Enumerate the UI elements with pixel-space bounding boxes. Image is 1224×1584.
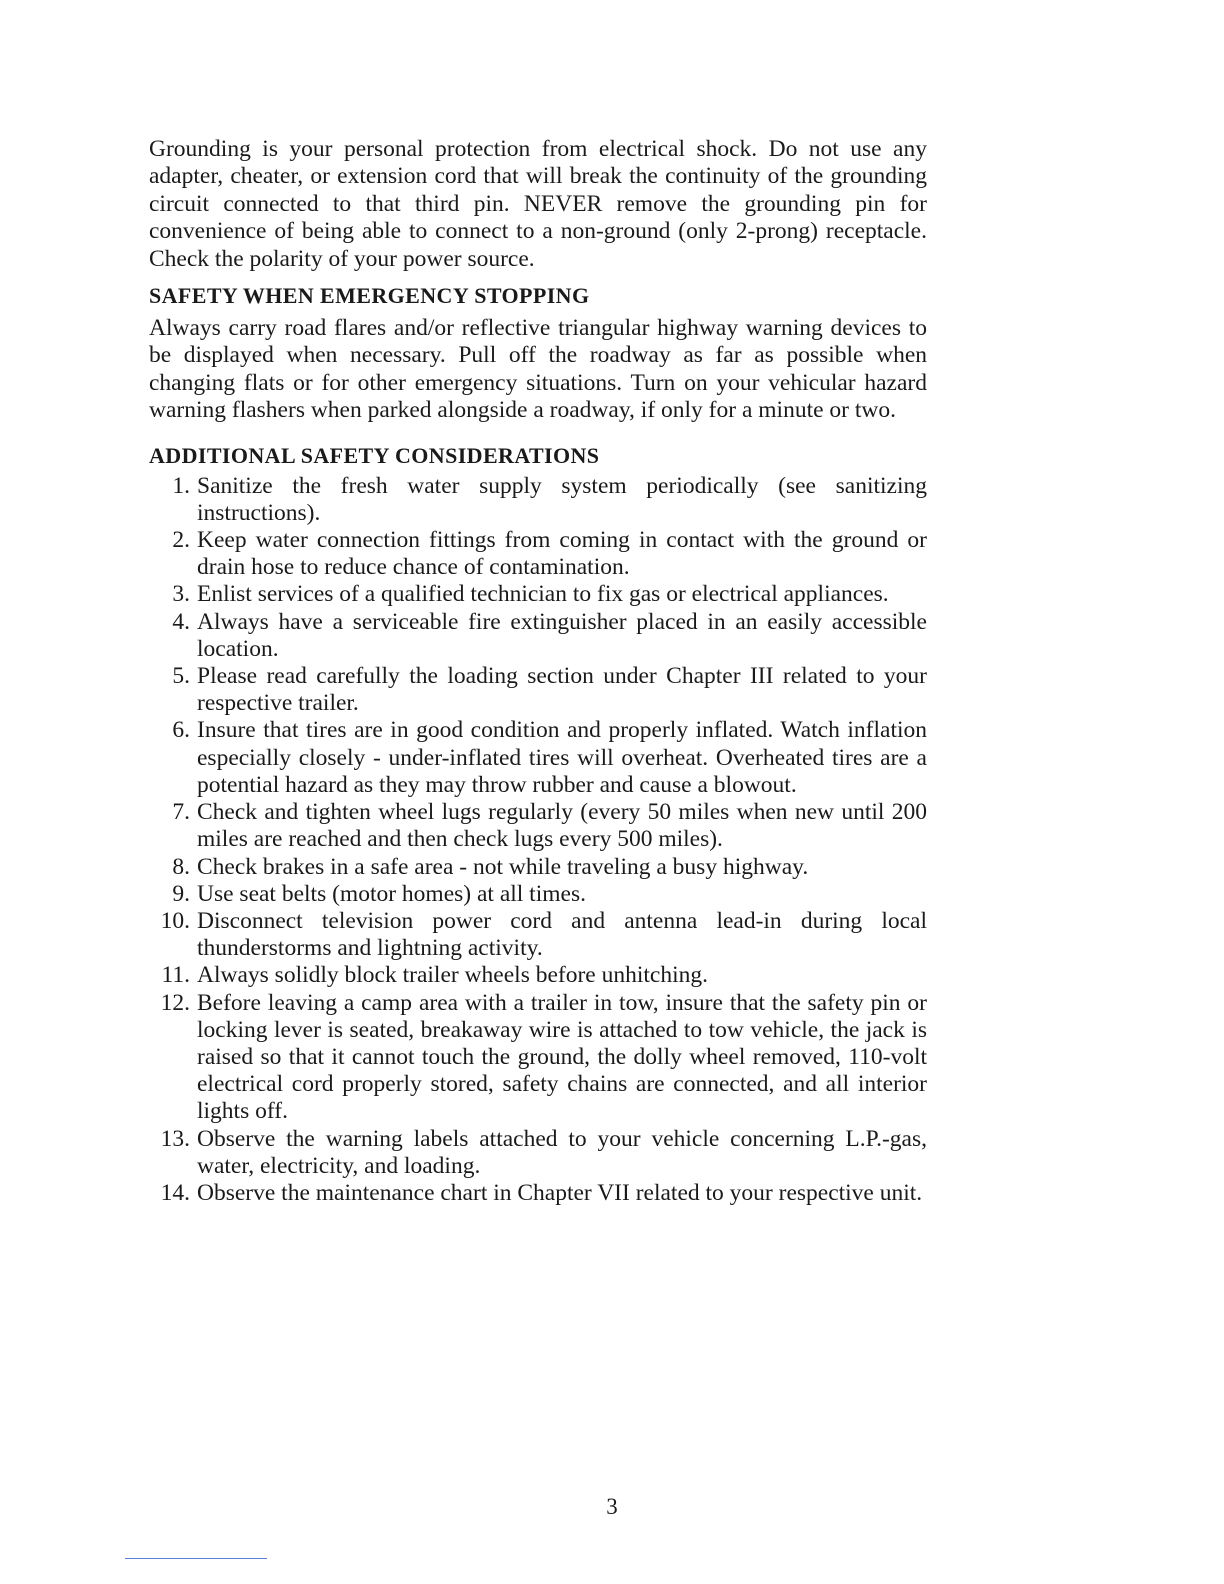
list-item bbox=[149, 799, 927, 853]
additional-safety-heading: ADDITIONAL SAFETY CONSIDERATIONS bbox=[149, 442, 600, 468]
item-text: Sanitize the fresh water supply system periodically (see sanitizing instructions). bbox=[197, 472, 927, 526]
item-number: 2. bbox=[172, 527, 190, 554]
list-item bbox=[149, 854, 927, 881]
list-item bbox=[149, 1126, 927, 1180]
page-number: 3 bbox=[606, 1494, 618, 1519]
item-text: Disconnect television power cord and antenna lead-in during local thunderstorms and lightning activity. bbox=[197, 907, 927, 962]
list-item bbox=[149, 527, 927, 581]
list-item bbox=[149, 473, 927, 527]
item-text: Use seat belts (motor homes) at all times. bbox=[197, 880, 586, 907]
item-text: Enlist services of a qualified technician to fix gas or electrical appliances. bbox=[197, 581, 889, 608]
item-text: Insure that tires are in good condition and properly inflated. Watch inflation especially closely - under-inflated tires will overheat. Overheated tires are a potential hazard as they may throw rubber and cause a blowout. bbox=[197, 717, 927, 798]
item-text: Check brakes in a safe area - not while traveling a busy highway. bbox=[197, 853, 809, 880]
item-number: 11. bbox=[161, 962, 190, 989]
grounding-paragraph: Grounding is your personal protection from electrical shock. Do not use any adapter, cheater, or extension cord that will break the continuity of the grounding circuit connected to that third pin. NEVER remove the grounding pin for convenience of being able to connect to a non-ground (only 2-prong) receptacle. Check the polarity of your power source. bbox=[149, 136, 927, 272]
item-number: 6. bbox=[172, 717, 190, 744]
item-text: Keep water connection fittings from coming in contact with the ground or drain hose to reduce chance of contamination. bbox=[197, 527, 927, 581]
item-text: Please read carefully the loading section under Chapter III related to your respective trailer. bbox=[197, 663, 927, 717]
list-item bbox=[149, 717, 927, 799]
list-item bbox=[149, 663, 927, 717]
item-number: 13. bbox=[160, 1125, 190, 1152]
footer-rule bbox=[125, 1558, 267, 1559]
item-number: 7. bbox=[172, 799, 190, 826]
safety-considerations-list bbox=[149, 473, 927, 1207]
item-text: Always solidly block trailer wheels before unhitching. bbox=[197, 962, 708, 989]
list-item bbox=[149, 581, 927, 608]
item-text: Observe the warning labels attached to your vehicle concerning L.P.-gas, water, electricity, and loading. bbox=[197, 1125, 927, 1179]
item-text: Before leaving a camp area with a trailer in tow, insure that the safety pin or locking lever is seated, breakaway wire is attached to tow vehicle, the jack is raised so that it cannot touch the ground, the dolly wheel removed, 110-volt electrical cord properly stored, safety chains are connected, and all interior lights off. bbox=[197, 989, 927, 1125]
item-number: 3. bbox=[172, 581, 190, 608]
item-number: 8. bbox=[172, 853, 190, 880]
item-number: 9. bbox=[172, 880, 190, 907]
emergency-stopping-paragraph: Always carry road flares and/or reflective triangular highway warning devices to be displayed when necessary. Pull off the roadway as far as possible when changing flats or for other emergency situations. Turn on your vehicular hazard warning flashers when parked alongside a roadway, if only for a minute or two. bbox=[149, 315, 927, 424]
list-item bbox=[149, 881, 927, 908]
item-number: 4. bbox=[172, 608, 190, 635]
document-page bbox=[149, 136, 927, 1207]
emergency-stopping-heading: SAFETY WHEN EMERGENCY STOPPING bbox=[149, 283, 590, 309]
item-text: Observe the maintenance chart in Chapter VII related to your respective unit. bbox=[197, 1179, 923, 1206]
item-text: Check and tighten wheel lugs regularly (every 50 miles when new until 200 miles are reached and then check lugs every 500 miles). bbox=[197, 799, 927, 853]
list-item bbox=[149, 990, 927, 1126]
list-item bbox=[149, 908, 927, 962]
item-number: 5. bbox=[172, 663, 190, 690]
item-number: 12. bbox=[160, 989, 190, 1016]
item-number: 1. bbox=[172, 472, 190, 499]
item-text: Always have a serviceable fire extinguisher placed in an easily accessible location. bbox=[197, 608, 927, 662]
item-number: 14. bbox=[160, 1179, 190, 1206]
list-item bbox=[149, 609, 927, 663]
list-item bbox=[149, 1180, 927, 1207]
list-item bbox=[149, 962, 927, 989]
item-number: 10. bbox=[160, 907, 190, 934]
